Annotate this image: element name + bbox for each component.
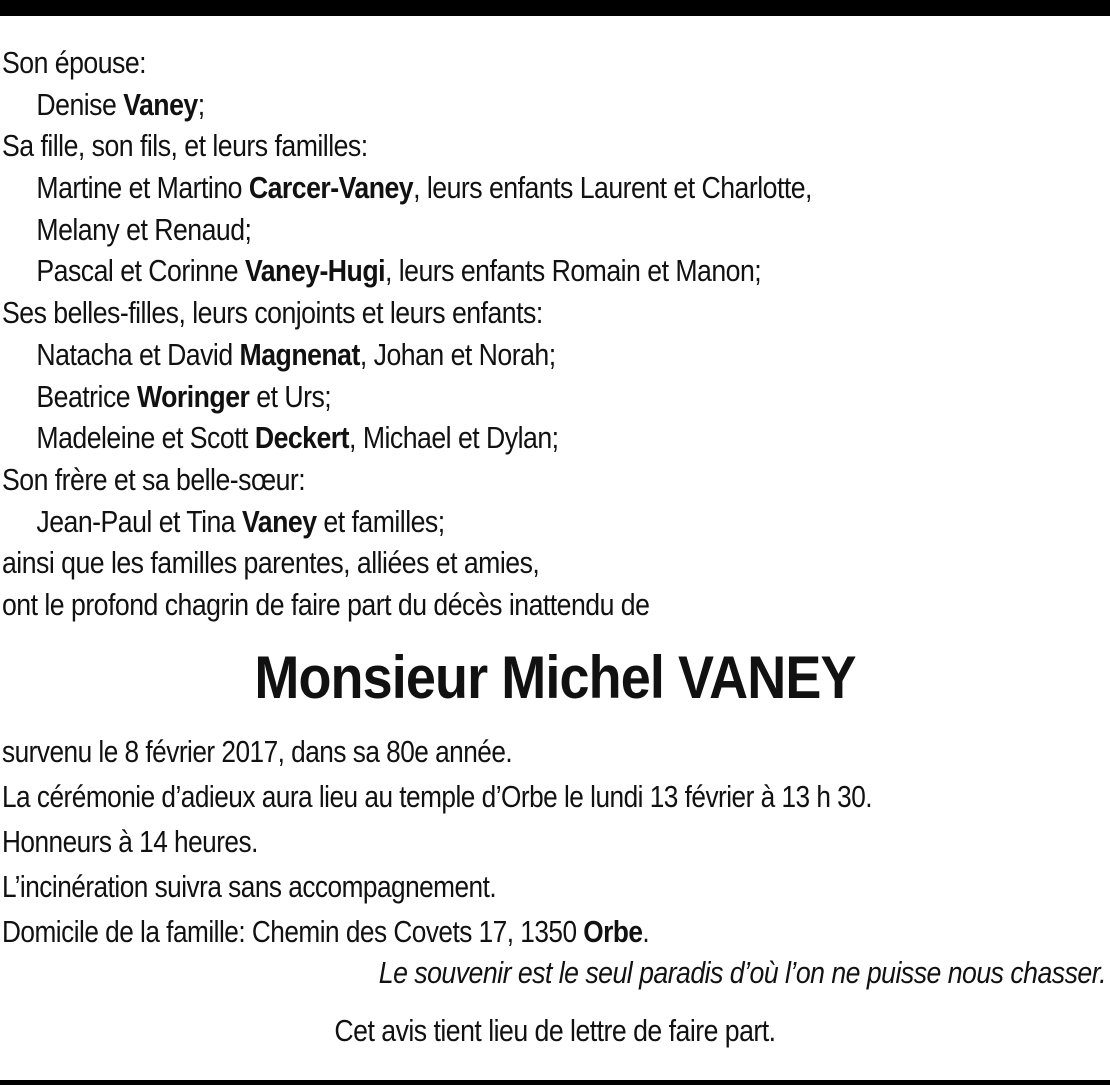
dil1-rest: , Johan et Norah; [359, 336, 556, 372]
memorial-quote: Le souvenir est le seul paradis d’où l’on ne puisse nous chasser. [378, 955, 1107, 990]
detail-incineration: L’incinération suivra sans accompagnement. [2, 869, 497, 904]
child1-line [2, 167, 953, 209]
dil2-line [2, 376, 953, 418]
dil1-last: Magnenat [239, 336, 360, 372]
spouse-end: ; [197, 86, 205, 122]
spouse-heading: Son épouse: [2, 45, 147, 80]
daughters-heading: Ses belles-filles, leurs conjoints et leurs enfants: [2, 295, 543, 331]
bottom-rule [0, 1080, 1110, 1085]
child2-first: Pascal et Corinne [36, 253, 245, 289]
sibling-first: Jean-Paul et Tina [36, 503, 243, 539]
dil1-first: Natacha et David [36, 336, 240, 372]
dil3-rest: , Michael et Dylan; [349, 420, 559, 456]
child1-rest: , leurs enfants Laurent et Charlotte, [413, 170, 812, 206]
child2-rest: , leurs enfants Romain et Manon; [384, 253, 762, 289]
sibling-rest: et familles; [316, 503, 445, 539]
deceased-name: Monsieur Michel VANEY [254, 644, 856, 711]
spouse-first: Denise [36, 86, 124, 122]
dil3-first: Madeleine et Scott [36, 420, 255, 456]
detail-address [2, 909, 937, 954]
address-town: Orbe [583, 914, 643, 949]
child2-line [2, 250, 953, 292]
child2-last: Vaney-Hugi [244, 253, 385, 289]
detail-ceremony: La cérémonie d’adieux aura lieu au temple d’Orbe le lundi 13 février à 13 h 30. [2, 779, 873, 814]
spouse-last: Vaney [123, 86, 198, 122]
address-end: . [642, 914, 650, 949]
address-prefix: Domicile de la famille: Chemin des Covets 17, 1350 [2, 914, 584, 949]
sibling-last: Vaney [242, 503, 317, 539]
ceremony-details [2, 729, 1108, 954]
closing-line-1: ainsi que les familles parentes, alliées et amies, [2, 545, 540, 581]
dil3-line [2, 417, 953, 459]
dil2-first: Beatrice [36, 378, 137, 414]
dil1-line [2, 334, 953, 376]
dil2-rest: et Urs; [249, 378, 332, 414]
dil3-last: Deckert [254, 420, 350, 456]
child1-last: Carcer-Vaney [248, 170, 414, 206]
dil2-last: Woringer [136, 378, 250, 414]
sibling-line [2, 501, 953, 543]
child1-continuation: Melany et Renaud; [36, 211, 252, 247]
top-rule [0, 0, 1110, 16]
detail-honours: Honneurs à 14 heures. [2, 824, 258, 859]
detail-date: survenu le 8 février 2017, dans sa 80e année. [2, 734, 513, 769]
sibling-heading: Son frère et sa belle-sœur: [2, 461, 306, 497]
notice-footer: Cet avis tient lieu de lettre de faire part. [334, 1013, 776, 1048]
family-list [2, 42, 1108, 626]
spouse-line [2, 84, 953, 126]
children-heading: Sa fille, son fils, et leurs familles: [2, 128, 368, 164]
child1-first: Martine et Martino [36, 170, 249, 206]
closing-line-2: ont le profond chagrin de faire part du décès inattendu de [2, 586, 650, 622]
